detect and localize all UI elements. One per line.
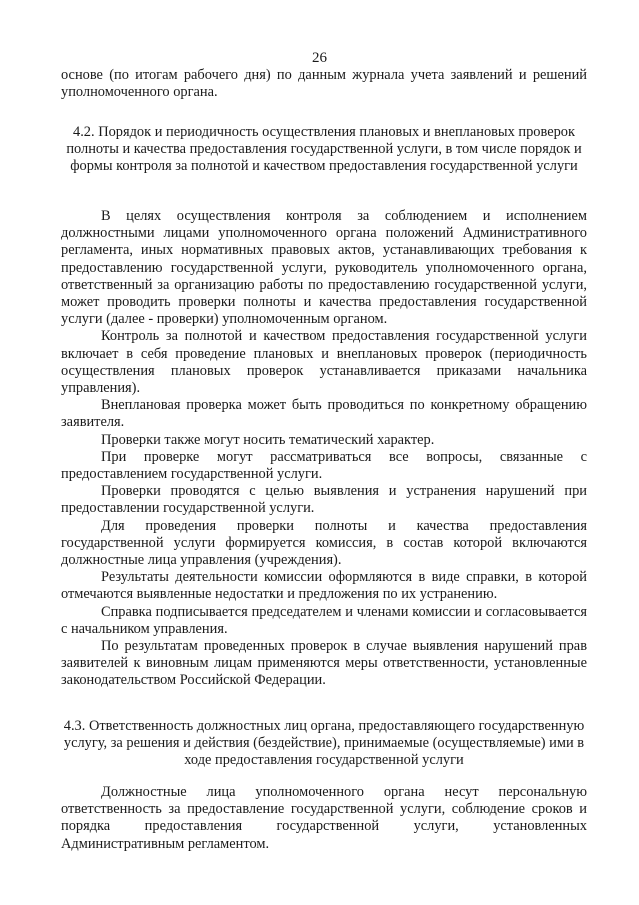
paragraph: Контроль за полнотой и качеством предоставления государственной услуги включает в себя проведение плановых и внеплановых проверок (периодичность осуществления плановых проверок устанавливается приказами начальника управления).	[61, 328, 587, 397]
carryover-block	[61, 67, 587, 101]
paragraph: Для проведения проверки полноты и качества предоставления государственной услуги формируется комиссия, в состав которой включаются должностные лица управления (учреждения).	[61, 517, 587, 569]
paragraph: Внеплановая проверка может быть проводиться по конкретному обращению заявителя.	[61, 397, 587, 431]
paragraph: Проверки также могут носить тематический характер.	[101, 431, 435, 448]
carryover-paragraph: основе (по итогам рабочего дня) по данным журнала учета заявлений и решений уполномоченного органа.	[61, 67, 587, 101]
page-number: 26	[312, 50, 327, 66]
paragraph: Справка подписывается председателем и членами комиссии и согласовывается с начальником управления.	[61, 603, 587, 637]
paragraph: Результаты деятельности комиссии оформляются в виде справки, в которой отмечаются выявленные недостатки и предложения по их устранению.	[61, 569, 587, 603]
section-4-2-title: 4.2. Порядок и периодичность осуществления плановых и внеплановых проверок полноты и качества предоставления государственной услуги, в том числе порядок и формы контроля за полнотой и качеством предоставления государственной услуги	[66, 124, 582, 175]
paragraph: Должностные лица уполномоченного органа несут персональную ответственность за предоставление государственной услуги, соблюдение сроков и порядка предоставления государственной услуги, установленных Административным регламентом.	[61, 784, 587, 852]
paragraph: По результатам проведенных проверок в случае выявления нарушений прав заявителей к виновным лицам применяются меры ответственности, установленные законодательством Российской Федерации.	[61, 638, 587, 689]
section-4-3-title: 4.3. Ответственность должностных лиц органа, предоставляющего государственную услугу, за решения и действия (бездействие), принимаемые (осуществляемые) ими в ходе предоставления государственной услуги	[63, 718, 585, 769]
paragraph: В целях осуществления контроля за соблюдением и исполнением должностными лицами уполномоченного органа положений Административного регламента, иных нормативных правовых актов, устанавливающих требования к предоставлению государственной услуги, руководитель уполномоченного органа, ответственный за организацию работы по предоставлению государственной услуги, может проводить проверки полноты и качества предоставления государственной услуги (далее - проверки) уполномоченным органом.	[61, 208, 587, 328]
paragraph: Проверки проводятся с целью выявления и устранения нарушений при предоставлении государственной услуги.	[61, 483, 587, 517]
section-heading-4-3	[55, 718, 593, 770]
paragraph: При проверке могут рассматриваться все вопросы, связанные с предоставлением государственной услуги.	[61, 448, 587, 483]
section-heading-4-2	[55, 124, 593, 176]
section-4-2-body	[61, 208, 587, 690]
section-4-3-body	[61, 784, 587, 853]
